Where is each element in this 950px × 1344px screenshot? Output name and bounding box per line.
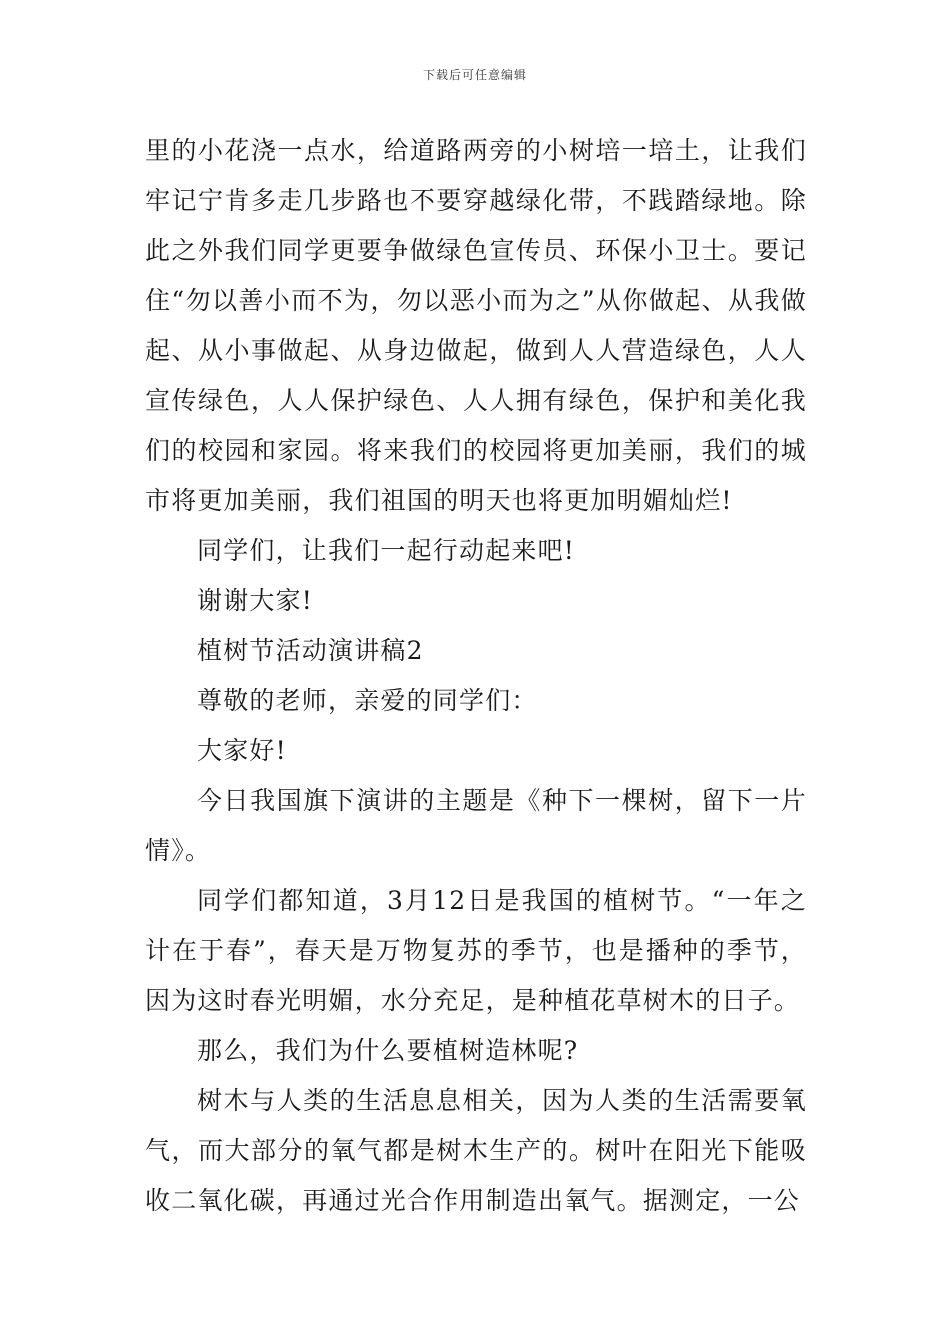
paragraph-question: 那么，我们为什么要植树造林呢?	[197, 1036, 579, 1065]
header-note: 下载后可任意编辑	[422, 68, 527, 82]
paragraph-arbor-day: 同学们都知道，3月12日是我国的植树节。“一年之计在于春”，春天是万物复苏的季节，也是播种的季节，因为这时春光明媚，水分充足，是种植花草树木的日子。	[145, 886, 807, 1015]
paragraph-continuation: 里的小花浇一点水，给道路两旁的小树培一培土，让我们牢记宁肯多走几步路也不要穿越绿化带，不践踏绿地。除此之外我们同学更要争做绿色宣传员、环保小卫士。要记住“勿以善小而不为，勿以恶小而为之”从你做起、从我做起、从小事做起、从身边做起，做到人人营造绿色，人人宣传绿色，人人保护绿色、人人拥有绿色，保护和美化我们的校园和家园。将来我们的校园将更加美丽，我们的城市将更加美丽，我们祖国的明天也将更加明媚灿烂!	[145, 136, 807, 515]
paragraph-salutation: 尊敬的老师，亲爱的同学们：	[197, 686, 538, 715]
paragraph-topic: 今日我国旗下演讲的主题是《种下一棵树，留下一片情》。	[145, 786, 807, 865]
paragraph-call-to-action: 同学们，让我们一起行动起来吧!	[197, 536, 576, 565]
document-body	[145, 126, 807, 1226]
paragraph-thanks: 谢谢大家!	[197, 586, 314, 615]
section-title: 植树节活动演讲稿2	[197, 636, 424, 665]
paragraph-trees-oxygen: 树木与人类的生活息息相关，因为人类的生活需要氧气，而大部分的氧气都是树木生产的。树叶在阳光下能吸收二氧化碳，再通过光合作用制造出氧气。据测定，一公	[145, 1086, 807, 1215]
paragraph-greeting: 大家好!	[197, 736, 287, 765]
